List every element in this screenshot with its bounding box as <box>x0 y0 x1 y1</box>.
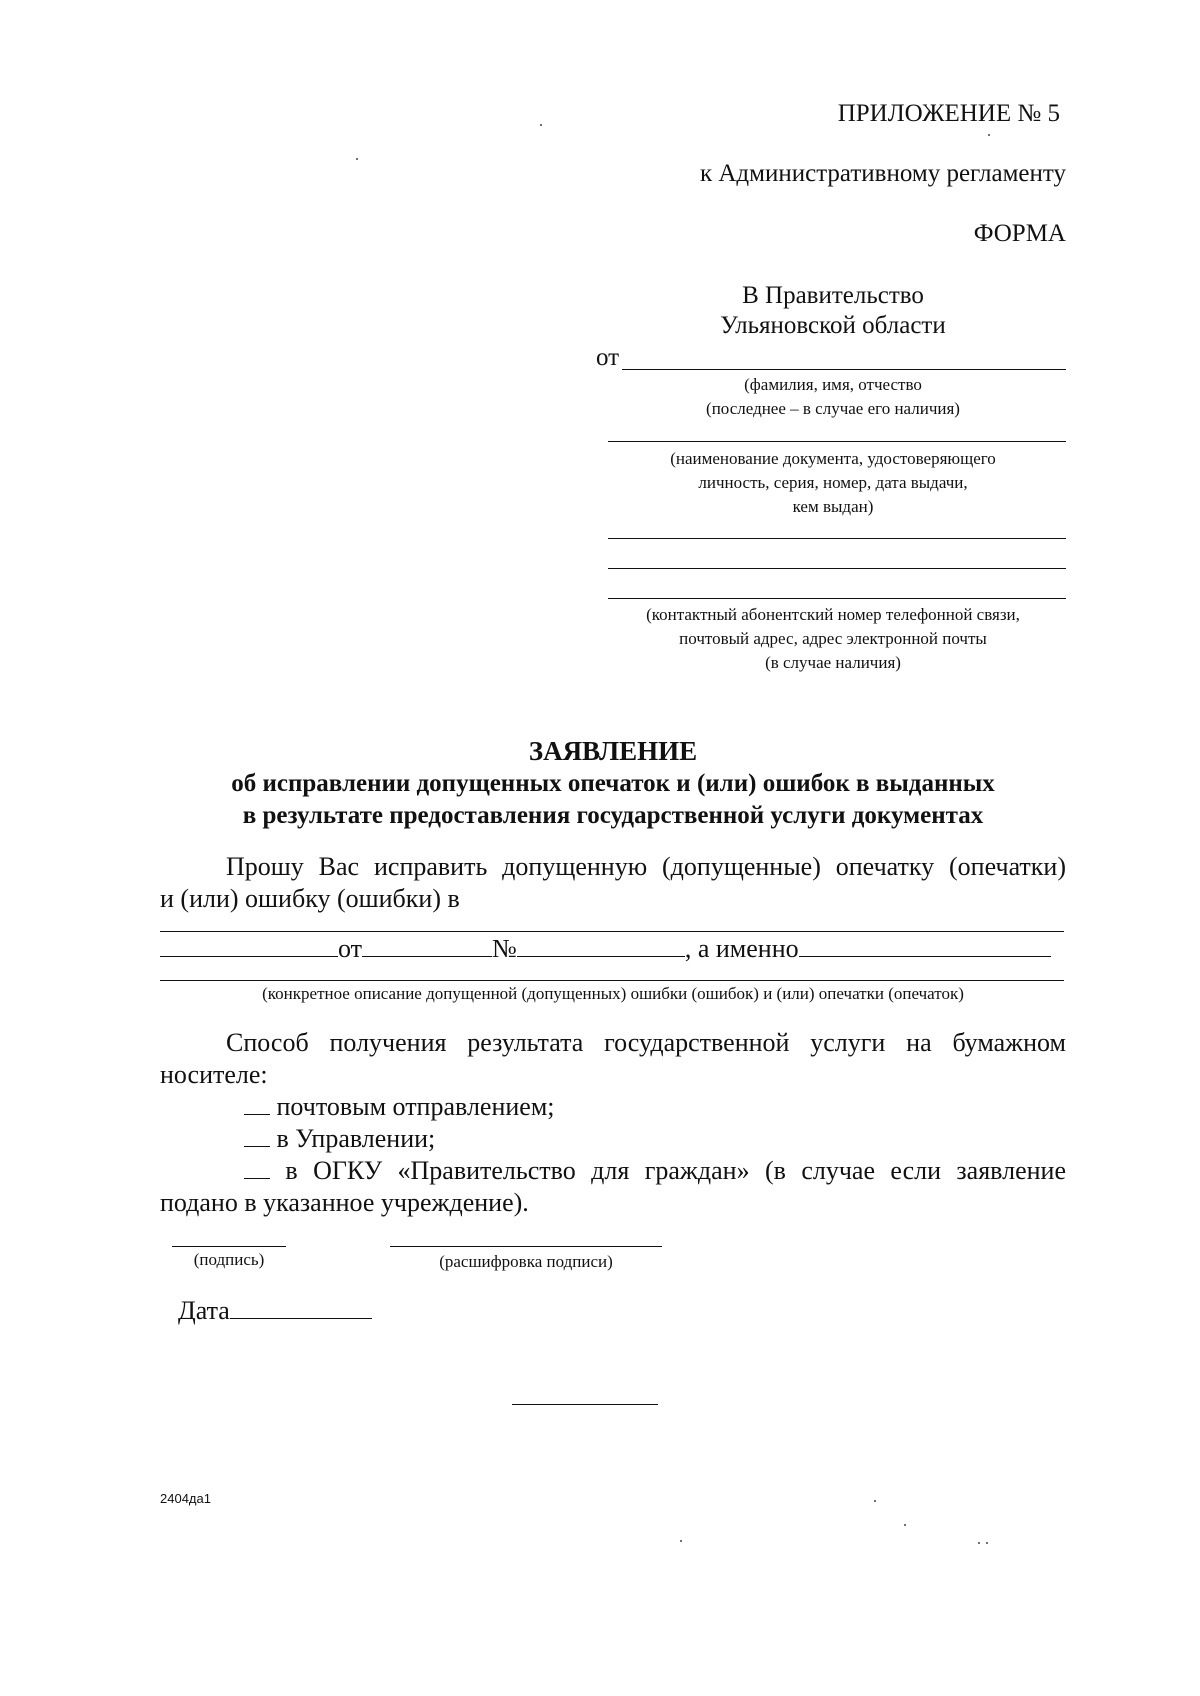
option-office <box>244 1124 435 1154</box>
date-label: Дата <box>178 1296 230 1325</box>
scan-speck <box>874 1500 876 1502</box>
signature-decode-hint: (расшифровка подписи) <box>439 1252 613 1271</box>
option-ogku-checkbox[interactable] <box>244 1156 270 1179</box>
hint-name-1: (фамилия, имя, отчество <box>744 375 922 394</box>
contact-field-1[interactable] <box>608 538 1066 539</box>
addressee-line-1: В Правительство <box>742 282 924 309</box>
from-label: от <box>596 344 620 371</box>
hint-contact-1: (контактный абонентский номер телефонной связи, <box>646 605 1020 624</box>
error-description-blank[interactable] <box>799 934 1051 957</box>
error-description-hint: (конкретное описание допущенной (допущенных) ошибки (ошибок) и (или) опечатки (опечаток) <box>262 984 964 1003</box>
number-text: № <box>492 934 517 963</box>
form-label: ФОРМА <box>973 220 1066 247</box>
regulation-reference: к Административному регламенту <box>699 160 1066 187</box>
hint-doc-1: (наименование документа, удостоверяющего <box>670 449 996 468</box>
document-subtitle-2: в результате предоставления государственной услуги документах <box>242 802 984 829</box>
request-line-2: и (или) ошибку (ошибки) в <box>160 884 460 913</box>
request-line-1: Прошу Вас исправить допущенную (допущенные) опечатку (опечатки) <box>226 852 1066 881</box>
contact-field-3[interactable] <box>608 598 1066 599</box>
hint-contact-2: почтовый адрес, адрес электронной почты <box>679 629 987 648</box>
document-name-field[interactable] <box>160 931 1064 932</box>
scan-speck <box>356 158 358 160</box>
addressee-line-2: Ульяновской области <box>720 312 946 339</box>
option-office-label: в Управлении; <box>276 1124 436 1153</box>
contact-field-2[interactable] <box>608 568 1066 569</box>
signature-decode-field[interactable] <box>390 1246 662 1247</box>
document-details-row <box>160 934 1066 966</box>
method-line-1: Способ получения результата государственной услуги на бумажном <box>226 1028 1066 1057</box>
option-ogku-label: в ОГКУ «Правительство для граждан» (в случае если заявление <box>285 1156 1066 1185</box>
date-field[interactable] <box>230 1296 372 1319</box>
hint-doc-2: личность, серия, номер, дата выдачи, <box>698 473 968 492</box>
document-code: 2404да1 <box>160 1491 211 1506</box>
option-ogku <box>244 1156 1066 1186</box>
identity-document-field[interactable] <box>608 441 1066 442</box>
closing-separator <box>512 1404 658 1405</box>
hint-contact-3: (в случае наличия) <box>765 653 901 672</box>
from-text: от <box>338 934 363 963</box>
scan-speck <box>680 1540 682 1542</box>
option-post-checkbox[interactable] <box>244 1092 270 1115</box>
option-post <box>244 1092 555 1122</box>
scan-speck <box>986 1542 988 1544</box>
date-row <box>178 1296 372 1326</box>
error-description-field[interactable] <box>160 980 1064 981</box>
document-subtitle-1: об исправлении допущенных опечаток и (или) ошибок в выданных <box>231 770 995 797</box>
option-office-checkbox[interactable] <box>244 1124 270 1147</box>
document-title: ЗАЯВЛЕНИЕ <box>528 736 698 766</box>
option-ogku-continued: подано в указанное учреждение). <box>160 1188 529 1217</box>
scan-speck <box>540 124 542 126</box>
method-line-2: носителе: <box>160 1060 268 1089</box>
signature-field[interactable] <box>172 1246 286 1247</box>
scan-speck <box>904 1524 906 1526</box>
hint-name-2: (последнее – в случае его наличия) <box>706 399 960 418</box>
scan-speck <box>978 1542 980 1544</box>
document-date-blank[interactable] <box>362 934 492 957</box>
option-post-label: почтовым отправлением; <box>276 1092 555 1121</box>
applicant-name-field[interactable] <box>622 369 1066 370</box>
signature-hint: (подпись) <box>193 1250 265 1269</box>
document-type-blank[interactable] <box>160 934 338 957</box>
hint-doc-3: кем выдан) <box>792 497 874 516</box>
namely-text: , а именно <box>684 934 799 963</box>
document-number-blank[interactable] <box>517 934 685 957</box>
scan-speck <box>988 134 990 136</box>
